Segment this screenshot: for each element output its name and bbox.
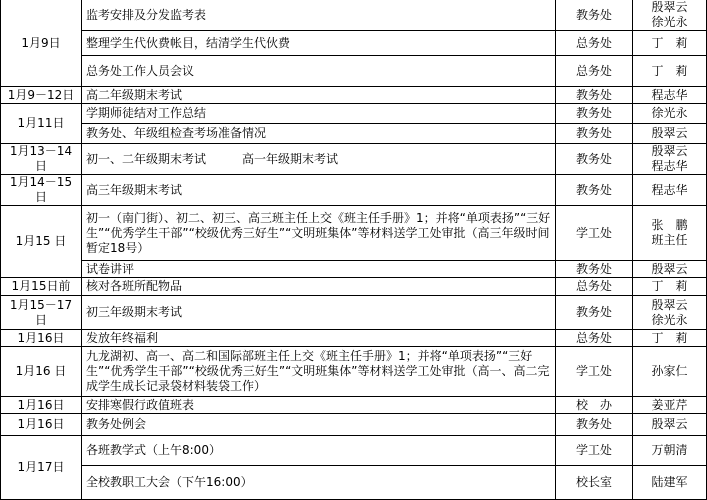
table-row	[1, 296, 707, 330]
date-cell: 1月15日前	[1, 278, 82, 296]
date-cell: 1月16 日	[1, 347, 82, 397]
dept-cell: 校 办	[556, 397, 633, 414]
date-cell: 1月17日	[1, 436, 82, 500]
task-cell: 监考安排及分发监考表	[82, 0, 556, 31]
person-cell: 丁 莉	[633, 31, 707, 56]
table-row	[1, 31, 707, 56]
table-row	[1, 278, 707, 296]
dept-cell: 教务处	[556, 144, 633, 175]
task-cell: 全校教职工大会（下午16:00）	[82, 466, 556, 500]
task-cell: 九龙湖初、高一、高二和国际部班主任上交《班主任手册》1；并将“单项表扬”“三好生”“优秀学生干部”“校级优秀三好生”“文明班集体”等材料送学工处审批（高一、高二完成学生成长记录袋材料装袋工作）	[82, 347, 556, 397]
table-row	[1, 104, 707, 124]
date-cell: 1月9－12日	[1, 87, 82, 104]
task-cell: 各班教学式（上午8:00）	[82, 436, 556, 466]
dept-cell: 教务处	[556, 124, 633, 144]
person-cell: 程志华	[633, 175, 707, 206]
table-row	[1, 414, 707, 436]
person-cell: 万朝清	[633, 436, 707, 466]
table-row	[1, 261, 707, 278]
dept-cell: 校长室	[556, 466, 633, 500]
table-row	[1, 330, 707, 347]
person-cell: 殷翠云	[633, 261, 707, 278]
task-cell: 初三年级期末考试	[82, 296, 556, 330]
person-cell: 孙家仁	[633, 347, 707, 397]
table-row	[1, 347, 707, 397]
task-cell: 试卷讲评	[82, 261, 556, 278]
table-row	[1, 397, 707, 414]
dept-cell: 总务处	[556, 56, 633, 87]
table-row	[1, 124, 707, 144]
date-cell: 1月9日	[1, 0, 82, 87]
dept-cell: 总务处	[556, 330, 633, 347]
table-row	[1, 144, 707, 175]
task-cell: 高三年级期末考试	[82, 175, 556, 206]
dept-cell: 总务处	[556, 278, 633, 296]
task-cell: 整理学生代伙费帐目，结清学生代伙费	[82, 31, 556, 56]
date-cell: 1月13－14日	[1, 144, 82, 175]
table-row	[1, 206, 707, 261]
person-cell: 丁 莉	[633, 330, 707, 347]
table-row	[1, 436, 707, 466]
person-cell: 殷翠云	[633, 414, 707, 436]
task-cell: 核对各班所配物品	[82, 278, 556, 296]
table-row	[1, 56, 707, 87]
person-cell: 殷翠云 徐光永	[633, 0, 707, 31]
date-cell: 1月16日	[1, 414, 82, 436]
person-cell: 程志华	[633, 87, 707, 104]
date-cell: 1月15 日	[1, 206, 82, 278]
date-cell: 1月15－17日	[1, 296, 82, 330]
date-cell: 1月16日	[1, 330, 82, 347]
task-cell: 初一、二年级期末考试 高一年级期末考试	[82, 144, 556, 175]
task-cell: 教务处例会	[82, 414, 556, 436]
person-cell: 丁 莉	[633, 278, 707, 296]
table-row	[1, 0, 707, 31]
dept-cell: 教务处	[556, 261, 633, 278]
dept-cell: 教务处	[556, 0, 633, 31]
dept-cell: 教务处	[556, 296, 633, 330]
date-cell: 1月14－15日	[1, 175, 82, 206]
dept-cell: 教务处	[556, 104, 633, 124]
person-cell: 姜亚芹	[633, 397, 707, 414]
table-row	[1, 87, 707, 104]
task-cell: 发放年终福利	[82, 330, 556, 347]
person-cell: 徐光永	[633, 104, 707, 124]
person-cell: 殷翠云 程志华	[633, 144, 707, 175]
task-cell: 安排寒假行政值班表	[82, 397, 556, 414]
person-cell: 张 鹏 班主任	[633, 206, 707, 261]
task-cell: 总务处工作人员会议	[82, 56, 556, 87]
dept-cell: 教务处	[556, 87, 633, 104]
task-cell: 学期师徒结对工作总结	[82, 104, 556, 124]
dept-cell: 学工处	[556, 436, 633, 466]
task-cell: 初一（南门街）、初二、初三、高三班主任上交《班主任手册》1；并将“单项表扬”“三好生”“优秀学生干部”“校级优秀三好生”“文明班集体”等材料送学工处审批（高三年级时间暂定18号）	[82, 206, 556, 261]
person-cell: 殷翠云	[633, 124, 707, 144]
dept-cell: 教务处	[556, 175, 633, 206]
date-cell: 1月16日	[1, 397, 82, 414]
person-cell: 陆建军	[633, 466, 707, 500]
date-cell: 1月11日	[1, 104, 82, 144]
table-row	[1, 466, 707, 500]
task-cell: 教务处、年级组检查考场准备情况	[82, 124, 556, 144]
dept-cell: 学工处	[556, 347, 633, 397]
table-row	[1, 175, 707, 206]
dept-cell: 学工处	[556, 206, 633, 261]
person-cell: 殷翠云 徐光永	[633, 296, 707, 330]
dept-cell: 教务处	[556, 414, 633, 436]
person-cell: 丁 莉	[633, 56, 707, 87]
dept-cell: 总务处	[556, 31, 633, 56]
task-cell: 高二年级期末考试	[82, 87, 556, 104]
